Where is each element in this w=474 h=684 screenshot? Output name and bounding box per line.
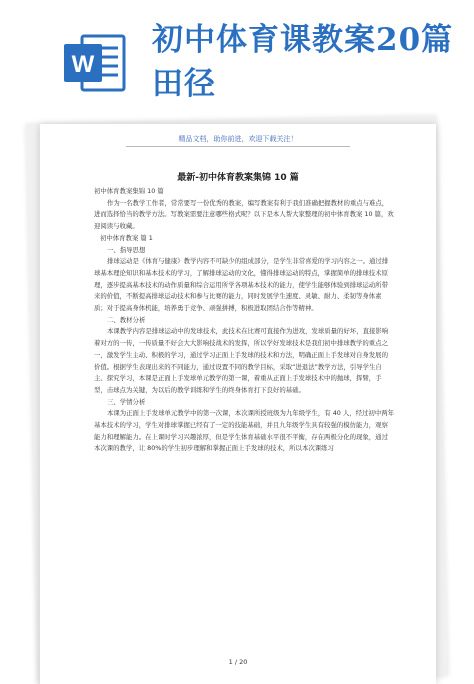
banner	[0, 0, 474, 118]
document-subtitle: 初中体育教案集锦 10 篇	[94, 187, 164, 195]
section-heading: 三、学情分析	[107, 397, 146, 406]
word-document-icon	[62, 30, 128, 96]
intro-paragraph: 作为一名教学工作者，常常要写一份优秀的教案，编写教案有利于我们准确把握教材的重点与难点，进而选择恰当的教学方法。写教案需要注意哪些格式呢？以下是本人帮大家整理的初中体育教案 10 篇，欢迎阅读与收藏。	[94, 198, 394, 231]
header-divider	[126, 146, 350, 147]
page-title: 初中体育课教案20篇田径	[152, 22, 454, 102]
document-title: 最新-初中体育教案集锦 10 篇	[177, 173, 299, 183]
section-paragraph: 排球运动是《体育与健康》教学内容不可缺少的组成部分，是学生非常喜爱的学习内容之一。通过排球基本理论知识和基本技术的学习，了解排球运动的文化，懂得排球运动的特点，掌握简单的排球技术原理，逐步提高基本技术的动作质量和综合运用所学各项基本技术的能力，使学生能够体验到排球运动所带来的价值，不断提高排球运动技术和参与比赛的能力，同时发展学生速度、灵敏、耐力、柔韧等身体素质；对于提高身体机能，培养勇于竞争、顽强拼搏，积极进取团结合作等精神。	[94, 257, 389, 313]
document-body	[94, 186, 394, 455]
section-paragraph: 本课教学内容是排球运动中的发球技术，此技术在比赛可直接作为进攻，发球质量的好坏，直接影响着对方的一传，一传质量不好会大大影响技战术的发挥，所以学好发球技术是我们初中排球教学的重点之一，激发学生主动、积极的学习，通过学习正面上手发球的技术和方法，明确正面上手发球对自身发展的价值。根据学生表现出来的不同能力，通过设置不同的教学目标，采取“进退法”教学方法，引导学生自主、探究学习，本课是正面上手发球单元教学的第一课，着重从正面上手发球技术中的抛球，挥臂，手型，击球点为关键，为以后的教学训练和学生的终身体育打下良好的基础。	[94, 327, 389, 394]
svg-text:W: W	[71, 51, 95, 78]
header-link[interactable]: 精品文档，助你前进，欢迎下载关注！	[178, 135, 298, 143]
page-number: 1 / 20	[228, 658, 248, 666]
plan-heading: 初中体育教案 篇 1	[100, 233, 153, 242]
section-heading: 二、教材分析	[107, 315, 146, 324]
section-heading: 一、指导思想	[107, 245, 146, 254]
section-paragraph: 本课为正面上手发球单元教学中的第一次课，本次课所授班级为九年级学生，有 40 人，经过初中两年基本技术的学习，学生对排球掌握已经有了一定的技能基础，并且九年级学生具有较强的模仿能力，观察能力和理解能力。在上课时学习兴趣浓厚，但是学生体育基础水平很不平衡，存在两极分化的现象，通过本次课的教学，让 80%的学生初步理解和掌握正面上手发球的技术，所以本次课练习	[94, 409, 394, 453]
document-page	[40, 124, 436, 684]
